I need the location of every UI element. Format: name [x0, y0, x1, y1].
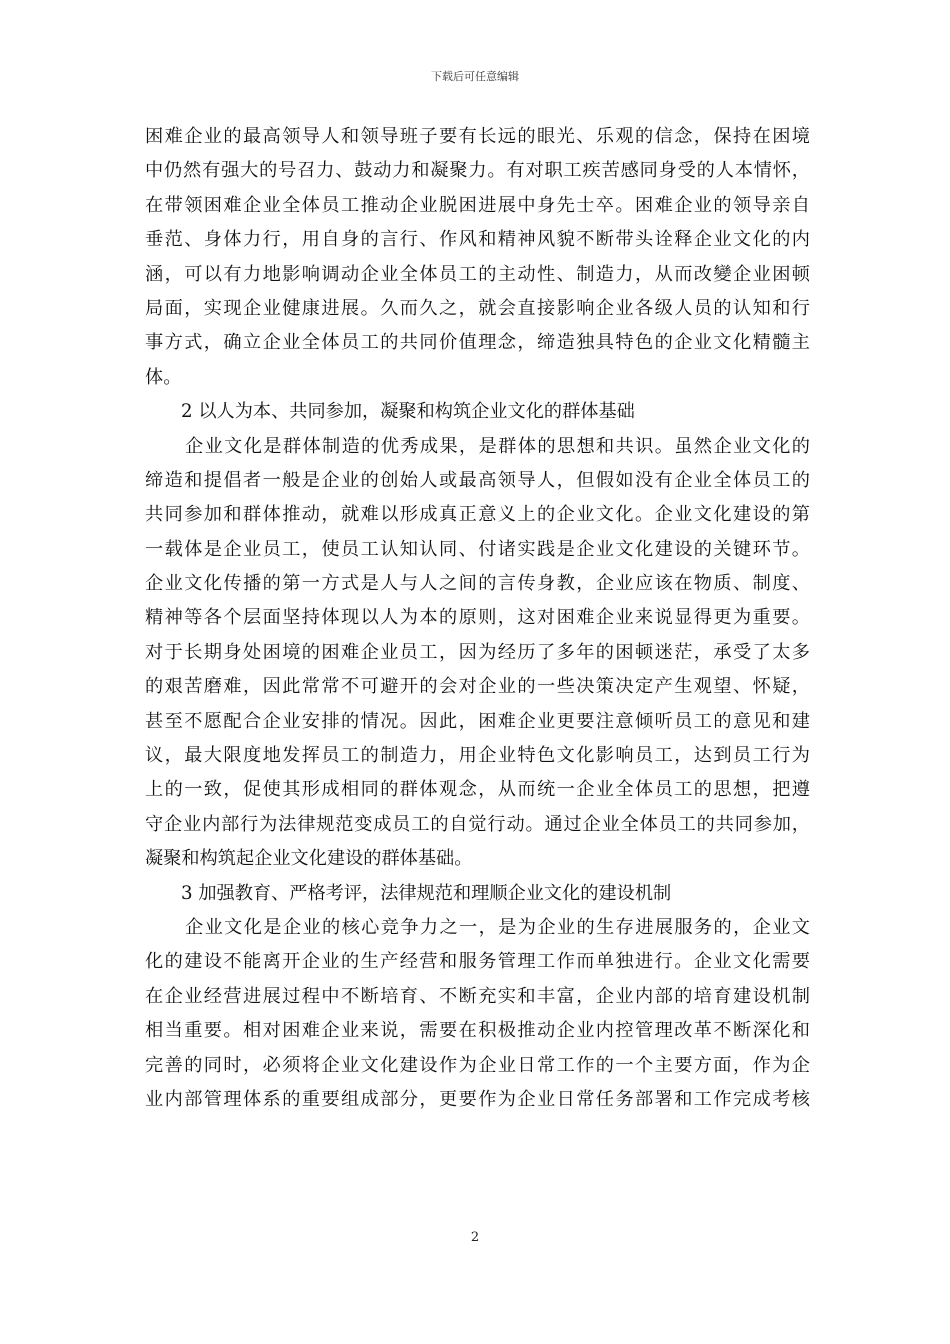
- paragraph-line: 精神等各个层面坚持体现以人为本的原则，这对困难企业来说显得更为重要。: [145, 607, 810, 629]
- paragraph-line: 在带领困难企业全体员工推动企业脱困进展中身先士卒。困难企业的领导亲自: [145, 194, 810, 216]
- paragraph-line: 凝聚和构筑起企业文化建设的群体基础。: [145, 848, 473, 870]
- paragraph-line: 体。: [145, 366, 182, 388]
- paragraph-line: 垂范、身体力行，用自身的言行、作风和精神风貌不断带头诠释企业文化的内: [145, 229, 810, 251]
- paragraph-line: 事方式，确立企业全体员工的共同价值理念，缔造独具特色的企业文化精髓主: [145, 332, 810, 354]
- paragraph-line: 在企业经营进展过程中不断培育、不断充实和丰富，企业内部的培育建设机制: [145, 985, 810, 1007]
- paragraph-line: 共同参加和群体推动，就难以形成真正意义上的企业文化。企业文化建设的第: [145, 504, 810, 526]
- paragraph-line: 相当重要。相对困难企业来说，需要在积极推动企业内控管理改革不断深化和: [145, 1020, 810, 1042]
- paragraph-line: 中仍然有强大的号召力、鼓动力和凝聚力。有对职工疾苦感同身受的人本情怀，: [145, 160, 810, 182]
- paragraph-line: 涵，可以有力地影响调动企业全体员工的主动性、制造力，从而改變企业困顿: [145, 263, 810, 285]
- body-text: [145, 120, 810, 1117]
- paragraph-line: 业内部管理体系的重要组成部分，更要作为企业日常任务部署和工作完成考核: [145, 1088, 810, 1110]
- paragraph-line: 缔造和提倡者一般是企业的创始人或最高领导人，但假如没有企业全体员工的: [145, 469, 810, 491]
- paragraph-line: 上的一致，促使其形成相同的群体观念，从而统一企业全体员工的思想，把遵: [145, 779, 810, 801]
- paragraph-line: 困难企业的最高领导人和领导班子要有长远的眼光、乐观的信念，保持在困境: [145, 126, 810, 147]
- page-header: 下载后可任意编辑: [431, 70, 519, 83]
- section-heading: 2 以人为本、共同参加，凝聚和构筑企业文化的群体基础: [181, 401, 635, 423]
- section-heading: 3 加强教育、严格考评，法律规范和理顺企业文化的建设机制: [181, 882, 672, 904]
- paragraph-line: 完善的同时，必须将企业文化建设作为企业日常工作的一个主要方面，作为企: [145, 1054, 810, 1076]
- paragraph-line: 守企业内部行为法律规范变成员工的自觉行动。通过企业全体员工的共同参加，: [145, 813, 810, 835]
- paragraph-line: 企业文化传播的第一方式是人与人之间的言传身教，企业应该在物质、制度、: [145, 573, 810, 595]
- page-number: 2: [470, 1230, 480, 1245]
- paragraph-line: 化的建设不能离开企业的生产经营和服务管理工作而单独进行。企业文化需要: [145, 951, 810, 973]
- paragraph-line: 企业文化是群体制造的优秀成果，是群体的思想和共识。虽然企业文化的: [185, 435, 810, 457]
- paragraph-line: 局面，实现企业健康进展。久而久之，就会直接影响企业各级人员的认知和行: [145, 297, 810, 319]
- paragraph-line: 对于长期身处困境的困难企业员工，因为经历了多年的困顿迷茫，承受了太多: [145, 641, 810, 663]
- paragraph-line: 的艰苦磨难，因此常常不可避开的会对企业的一些决策决定产生观望、怀疑，: [145, 676, 810, 698]
- paragraph-line: 一载体是企业员工，使员工认知认同、付诸实践是企业文化建设的关键环节。: [145, 538, 810, 560]
- paragraph-line: 议，最大限度地发挥员工的制造力，用企业特色文化影响员工，达到员工行为: [145, 745, 810, 767]
- paragraph-line: 甚至不愿配合企业安排的情况。因此，困难企业更要注意倾听员工的意见和建: [145, 710, 810, 732]
- paragraph-line: 企业文化是企业的核心竞争力之一，是为企业的生存进展服务的，企业文: [185, 916, 810, 938]
